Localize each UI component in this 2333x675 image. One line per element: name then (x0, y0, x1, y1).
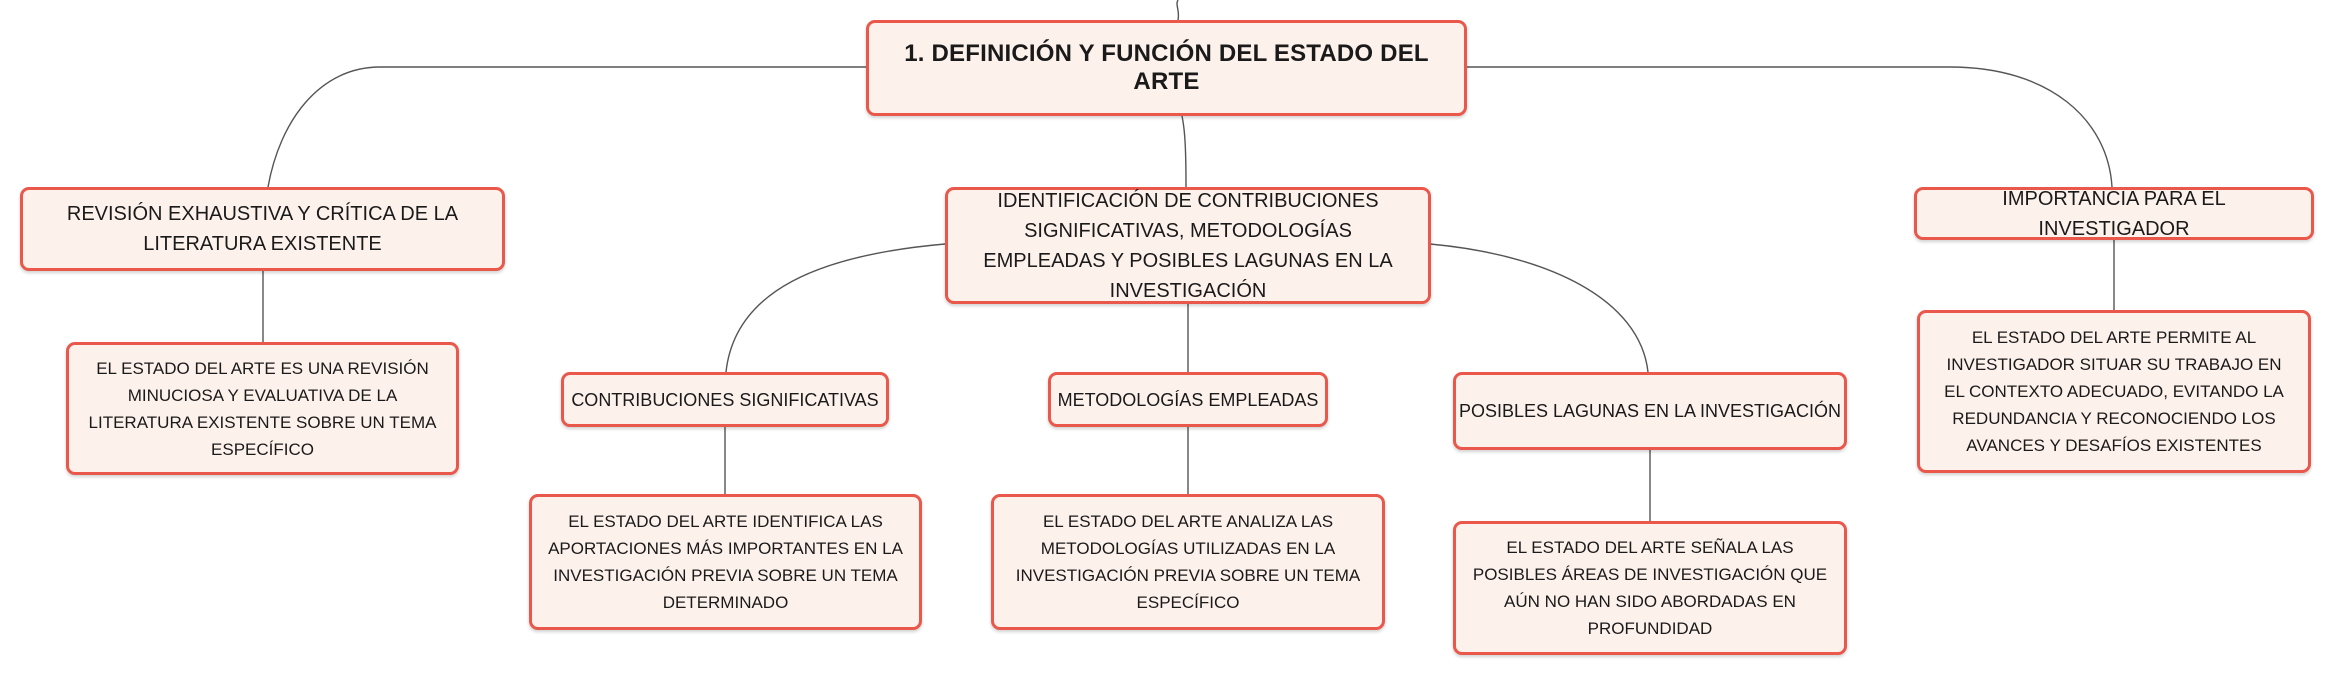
branch-node-importancia[interactable] (1914, 187, 2314, 240)
root-topic-label: 1. DEFINICIÓN Y FUNCIÓN DEL ESTADO DEL ARTE (904, 40, 1429, 95)
branch-node-revision[interactable] (20, 187, 505, 271)
subtopic-label-contribuciones: CONTRIBUCIONES SIGNIFICATIVAS (571, 389, 879, 410)
detail-text-metodologias: EL ESTADO DEL ARTE ANALIZA LAS METODOLOGÍAS UTILIZADAS EN LA INVESTIGACIÓN PREVIA SOBRE UN TEMA ESPECÍFICO (1015, 512, 1361, 612)
connector-identificacion-lagunas (1430, 244, 1648, 372)
detail-text-revision: EL ESTADO DEL ARTE ES UNA REVISIÓN MINUCIOSA Y EVALUATIVA DE LA LITERATURA EXISTENTE SOBRE UN TEMA ESPECÍFICO (88, 358, 437, 459)
connector-root-branch-identificacion (1182, 116, 1186, 187)
subtopic-node-lagunas[interactable] (1453, 372, 1847, 450)
detail-text-importancia: EL ESTADO DEL ARTE PERMITE AL INVESTIGADOR SITUAR SU TRABAJO EN EL CONTEXTO ADECUADO, EVITANDO LA REDUNDANCIA Y RECONOCIENDO LOS AVANCES Y DESAFÍOS EXISTENTES (1944, 328, 2284, 455)
branch-node-identificacion[interactable] (945, 187, 1431, 304)
connector-root-parent (1177, 0, 1178, 20)
root-topic-node[interactable] (866, 20, 1467, 116)
connector-root-branch-revision (268, 67, 866, 187)
detail-node-lagunas[interactable] (1453, 521, 1847, 655)
detail-text-contribuciones: EL ESTADO DEL ARTE IDENTIFICA LAS APORTACIONES MÁS IMPORTANTES EN LA INVESTIGACIÓN PREVIA SOBRE UN TEMA DETERMINADO (548, 512, 903, 612)
branch-label-identificacion: IDENTIFICACIÓN DE CONTRIBUCIONES SIGNIFICATIVAS, METODOLOGÍAS EMPLEADAS Y POSIBLES LAGUNAS EN LA INVESTIGACIÓN (983, 189, 1393, 302)
detail-node-contribuciones[interactable] (529, 494, 922, 630)
subtopic-label-metodologias: METODOLOGÍAS EMPLEADAS (1057, 389, 1319, 410)
connector-identificacion-contribuciones (726, 244, 945, 372)
subtopic-node-metodologias[interactable] (1048, 372, 1328, 427)
detail-text-lagunas: EL ESTADO DEL ARTE SEÑALA LAS POSIBLES ÁREAS DE INVESTIGACIÓN QUE AÚN NO HAN SIDO ABORDADAS EN PROFUNDIDAD (1472, 538, 1828, 638)
detail-node-metodologias[interactable] (991, 494, 1385, 630)
subtopic-label-lagunas: POSIBLES LAGUNAS EN LA INVESTIGACIÓN (1458, 401, 1842, 421)
branch-label-revision: REVISIÓN EXHAUSTIVA Y CRÍTICA DE LA LITERATURA EXISTENTE (66, 203, 459, 255)
detail-node-revision[interactable] (66, 342, 459, 475)
connector-root-branch-importancia (1466, 67, 2112, 187)
detail-node-importancia[interactable] (1917, 310, 2311, 473)
subtopic-node-contribuciones[interactable] (561, 372, 889, 427)
branch-label-importancia: IMPORTANCIA PARA EL INVESTIGADOR (2002, 187, 2226, 240)
